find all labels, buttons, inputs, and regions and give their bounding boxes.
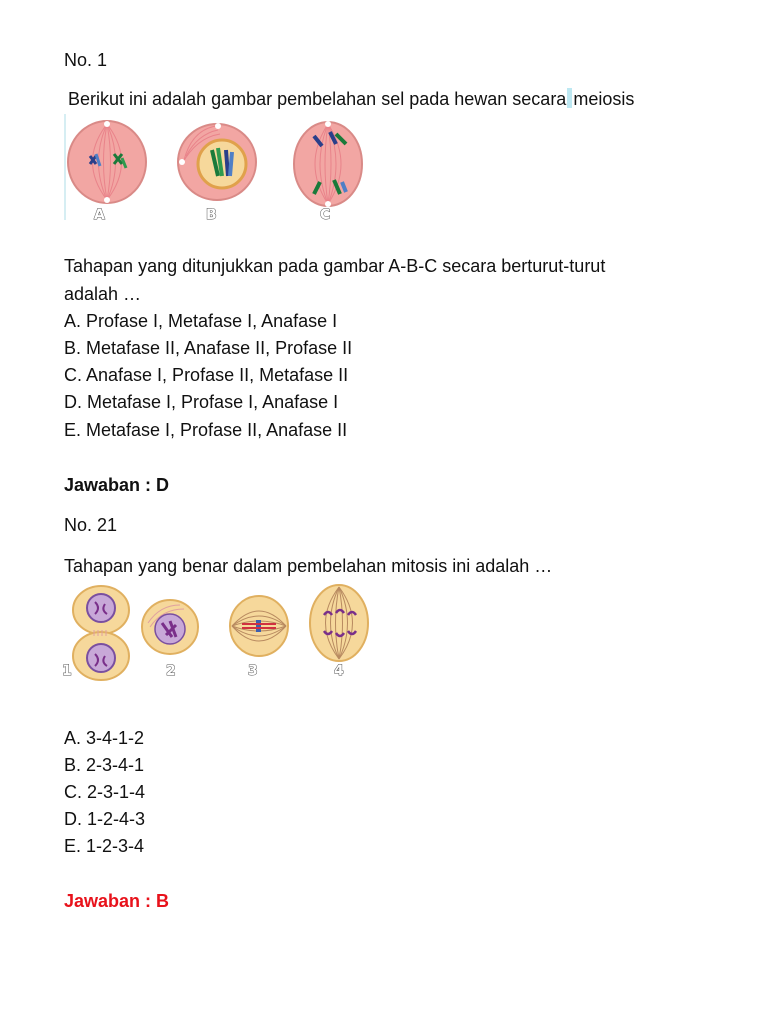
question-21-text: Tahapan yang benar dalam pembelahan mitosis ini adalah … [64,556,553,576]
question-1-option-b: B. Metafase II, Anafase II, Profase II [64,338,353,358]
question-21-option-b: B. 2-3-4-1 [64,755,145,775]
figure-label-b: B [206,207,217,223]
mitosis-figure-4 [308,583,370,663]
question-1-option-d: D. Metafase I, Profase I, Anafase I [64,392,339,412]
question-1-text-line-1: Tahapan yang ditunjukkan pada gambar A-B-C secara berturut-turut [64,256,606,276]
text-cursor [567,88,572,108]
question-1-text-line-2: adalah … [64,284,142,304]
question-1-answer: Jawaban : D [64,475,170,495]
question-1-intro-text-end: meiosis [573,89,635,109]
question-1-intro [68,88,634,110]
mitosis-figure-2 [140,597,200,657]
mitosis-figure-1 [70,584,132,682]
question-21-option-c: C. 2-3-1-4 [64,782,146,802]
question-1-option-e: E. Metafase I, Profase II, Anafase II [64,420,348,440]
figure-label-c: C [320,207,331,223]
question-21-option-a: A. 3-4-1-2 [64,728,145,748]
question-1-number: No. 1 [64,50,108,70]
meiosis-figure-b [172,120,258,204]
question-21-number: No. 21 [64,515,118,535]
figure-label-1: 1 [62,663,72,679]
question-21-option-d: D. 1-2-4-3 [64,809,146,829]
question-21-answer: Jawaban : B [64,891,170,911]
meiosis-figure-a [66,118,148,206]
mitosis-figure-3 [228,594,290,658]
figure-label-3: 3 [248,663,258,679]
question-1-option-c: C. Anafase I, Profase II, Metafase II [64,365,349,385]
figure-label-2: 2 [166,663,176,679]
question-1-intro-text: Berikut ini adalah gambar pembelahan sel pada hewan secara [68,89,567,109]
figure-label-a: A [94,207,105,223]
question-21-option-e: E. 1-2-3-4 [64,836,145,856]
figure-label-4: 4 [334,663,344,679]
meiosis-figure-c [290,118,366,208]
question-1-option-a: A. Profase I, Metafase I, Anafase I [64,311,338,331]
